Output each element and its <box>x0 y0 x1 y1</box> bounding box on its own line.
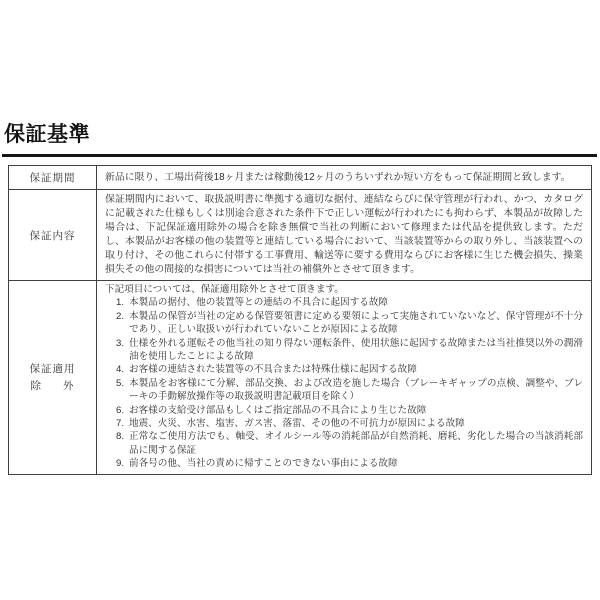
item-number: 3. <box>115 337 124 349</box>
exclusion-item <box>111 337 583 364</box>
row-label-coverage: 保証内容 <box>9 190 97 280</box>
item-number: 2. <box>115 310 124 322</box>
exclusions-label-line2-left: 除 <box>30 380 42 393</box>
row-content-period <box>97 166 591 189</box>
exclusions-label-line2 <box>31 378 75 393</box>
exclusion-item <box>111 310 583 337</box>
item-number: 4. <box>115 364 124 376</box>
item-text: 前各号の他、当社の責めに帰すことのできない事由による故障 <box>129 458 398 470</box>
item-number: 8. <box>115 431 124 443</box>
item-text: 正常なご使用方法でも、軸受、オイルシール等の消耗部品が自然消耗、磨耗、劣化した場合の当該消耗部品に関する保証 <box>129 431 583 456</box>
item-number: 7. <box>115 418 124 430</box>
row-content-coverage: 保証期間内において、取扱説明書に準拠する適切な据付、連結ならびに保守管理が行われ、かつ、カタログに記載された仕様もしくは別途合意された条件下で正しい運転が行われたにも拘わらず、本製品が故障した場合は、下記保証適用除外の場合を除き無償で当社の判断において修理または代品を提供致します。ただし、本製品がお客様の他の装置等と連結している場合において、当該装置等からの取り外し、当該装置への取り付け、その他これらに付帯する工事費用、輸送等に要する費用ならびにお客様に生じた機会損失、操業損失その他の間接的な損害については当社の補償外とさせて頂きます。 <box>105 194 583 275</box>
exclusion-item <box>111 430 583 457</box>
item-text: お客様の連結された装置等の不具合または特殊仕様に起因する故障 <box>129 364 417 376</box>
table-row-period <box>9 166 591 189</box>
item-number: 1. <box>115 297 124 309</box>
exclusions-label-line1: 保証適用 <box>29 363 76 376</box>
item-number: 6. <box>115 404 124 416</box>
exclusion-item <box>111 377 583 404</box>
exclusions-list <box>105 296 583 470</box>
item-number: 9. <box>115 458 124 470</box>
row-content-exclusions <box>97 281 591 474</box>
exclusion-item <box>111 404 583 417</box>
exclusions-intro: 下記項目については、保証適用除外とさせて頂きます。 <box>105 284 344 295</box>
title-rule <box>2 154 597 157</box>
item-text: 地震、火災、水害、塩害、ガス害、落雷、その他の不可抗力が原因による故障 <box>129 418 465 430</box>
exclusion-item <box>111 296 583 309</box>
exclusion-item <box>111 363 583 376</box>
table-row-coverage <box>9 189 591 280</box>
row-label-period: 保証期間 <box>9 166 97 189</box>
exclusions-label-line2-right: 外 <box>63 380 75 393</box>
item-text: 本製品の据付、他の装置等との連結の不具合に起因する故障 <box>129 297 389 309</box>
table-row-exclusions <box>9 280 591 474</box>
item-text: 仕様を外れる運転その他当社の知り得ない運転条件、使用状態に起因する故障または当社推奨以外の潤滑油を使用したことによる故障 <box>129 337 583 363</box>
item-text: 本製品の保管が当社の定める保管要領書に定める要領によって実施されていないなど、保守管理が不十分であり、正しい取扱いが行われていないことが原因による故障 <box>129 310 583 336</box>
warranty-table <box>8 165 592 475</box>
period-text: 新品に限り、工場出荷後18ヶ月または稼動後12ヶ月のうちいずれか短い方をもって保証期間と致します。 <box>105 171 571 183</box>
exclusion-item <box>111 457 583 470</box>
exclusion-item <box>111 417 583 430</box>
row-label-exclusions <box>9 281 97 474</box>
item-text: お客様の支給受け部品もしくはご指定部品の不具合により生じた故障 <box>129 404 427 416</box>
item-text: 本製品をお客様にて分解、部品交換、および改造を施した場合（ブレーキギャップの点検、調整や、ブレーキの手動解放操作等の取扱説明書記載項目を除く） <box>129 377 583 403</box>
page-title: 保証基準 <box>4 123 90 146</box>
item-number: 5. <box>115 377 124 389</box>
